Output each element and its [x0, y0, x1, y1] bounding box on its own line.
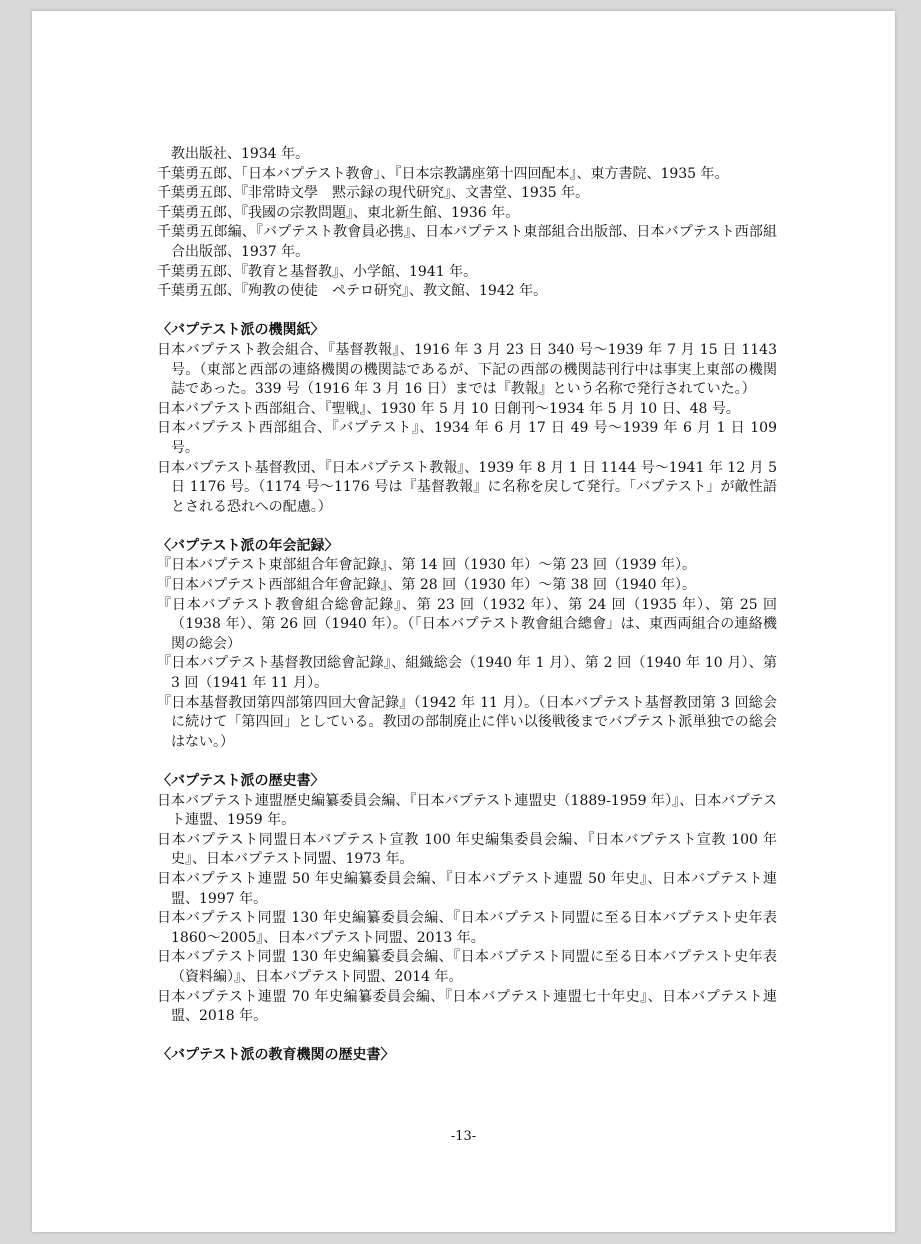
section-heading: 〈バプテスト派の教育機関の歴史書〉: [157, 1047, 395, 1064]
section-spacer: [157, 752, 777, 772]
bibliography-entry: 千葉勇五郎編、『バプテスト教會員必携』、日本バプテスト東部組合出版部、日本バプテスト西部組合出版部、1937 年。: [157, 224, 777, 260]
document-page: [32, 11, 895, 1232]
bibliography-entry: 教出版社、1934 年。: [171, 146, 310, 162]
bibliography-entry: 千葉勇五郎、『非常時文學 黙示録の現代研究』、文書堂、1935 年。: [157, 185, 590, 202]
bibliography-entry: 『日本バプテスト教會組合総會記錄』、第 23 回（1932 年）、第 24 回（1935 年）、第 25 回（1938 年）、第 26 回（1940 年）。（「日本バプテスト教會組合總會」は、東西両組合の連絡機関の総会）: [157, 596, 777, 652]
bibliography-entry: 『日本バプテスト西部組合年會記錄』、第 28 回（1930 年）～第 38 回（1940 年）。: [157, 577, 697, 594]
page-content: [157, 145, 782, 1066]
bibliography-entry: 千葉勇五郎、『我國の宗教問題』、東北新生館、1936 年。: [157, 204, 520, 221]
bibliography-entry: 日本バプテスト基督教団、『日本バプテスト教報』、1939 年 8 月 1 日 1144 号～1941 年 12 月 5 日 1176 号。（1174 号～1176 号は『基督教報』に名称を戻して発行。「バプテスト」が敵性語とされる恐れへの配慮。）: [157, 459, 782, 515]
bibliography-entry: 日本バプテスト西部組合、『バプテスト』、1934 年 6 月 17 日 49 号～1939 年 6 月 1 日 109 号。: [157, 420, 782, 456]
bibliography-entry: 『日本バプテスト東部組合年會記錄』、第 14 回（1930 年）～第 23 回（1939 年）。: [157, 557, 697, 574]
bibliography-entry: 千葉勇五郎、「日本バプテスト教會」、『日本宗教講座第十四回配本』、東方書院、1935 年。: [157, 165, 729, 182]
section-heading: 〈バプテスト派の歴史書〉: [157, 773, 325, 789]
section-education-history: [157, 1046, 777, 1066]
bibliography-entry: 日本バプテスト教会組合、『基督教報』、1916 年 3 月 23 日 340 号～1939 年 7 月 15 日 1143 号。（東部と西部の連絡機関の機関誌であるが、下記の西部の機関誌刊行中は事実上東部の機関誌であった。339 号（1916 年 3 月 16 日）までは『教報』という名称で発行されていた。）: [157, 341, 782, 398]
bibliography-entry: 日本バプテスト連盟 70 年史編纂委員会編、『日本バプテスト連盟七十年史』、日本バプテスト連盟、2018 年。: [157, 988, 777, 1025]
section-history-books: [157, 772, 782, 1027]
bibliography-entry: 日本バプテスト同盟 130 年史編纂委員会編、『日本バプテスト同盟に至る日本バプテスト史年表（資料編）』、日本バプテスト同盟、2014 年。: [157, 949, 777, 985]
page-number: -13-: [450, 1129, 477, 1144]
bibliography-entry: 千葉勇五郎、『殉教の使徒 ペテロ研究』、教文館、1942 年。: [157, 283, 548, 300]
bibliography-entry: 日本バプテスト連盟 50 年史編纂委員会編、『日本バプテスト連盟 50 年史』、日本バプテスト連盟、1997 年。: [157, 870, 777, 907]
bibliography-entry: 日本バプテスト同盟 130 年史編纂委員会編、『日本バプテスト同盟に至る日本バプテスト史年表 1860～2005』、日本バプテスト同盟、2013 年。: [157, 910, 782, 946]
bibliography-entry: 日本バプテスト連盟歴史編纂委員会編、『日本バプテスト連盟史（1889-1959 年）』、日本バプテスト連盟、1959 年。: [157, 792, 777, 829]
section-spacer: [157, 302, 777, 322]
section-spacer: [157, 517, 777, 537]
bibliography-entry: 『日本基督教団第四部第四回大會記錄』（1942 年 11 月）。（日本バプテスト基督教団第 3 回総会に続けて「第四回」としている。教団の部制廃止に伴い以後戦後までバプテスト派単独での総会はない。）: [157, 694, 777, 750]
bibliography-entry: 日本バプテスト西部組合、『聖戦』、1930 年 5 月 10 日創刊～1934 年 5 月 10 日、48 号。: [157, 400, 740, 417]
bibliography-entry: 千葉勇五郎、『教育と基督教』、小学館、1941 年。: [157, 263, 478, 280]
section-spacer: [157, 1027, 777, 1047]
bibliography-entry: 『日本バプテスト基督教団総會記錄』、組織総会（1940 年 1 月）、第 2 回（1940 年 10 月）、第 3 回（1941 年 11 月）。: [157, 655, 782, 692]
section-heading: 〈バプテスト派の年会記録〉: [157, 537, 339, 554]
bibliography-entry: 日本バプテスト同盟日本バプテスト宣教 100 年史編集委員会編、『日本バプテスト宣教 100 年史』、日本バプテスト同盟、1973 年。: [157, 831, 777, 868]
intro-block: [157, 145, 777, 302]
section-heading: 〈バプテスト派の機関紙〉: [157, 322, 325, 339]
section-newspapers: [157, 321, 782, 517]
section-annual-records: [157, 537, 782, 753]
